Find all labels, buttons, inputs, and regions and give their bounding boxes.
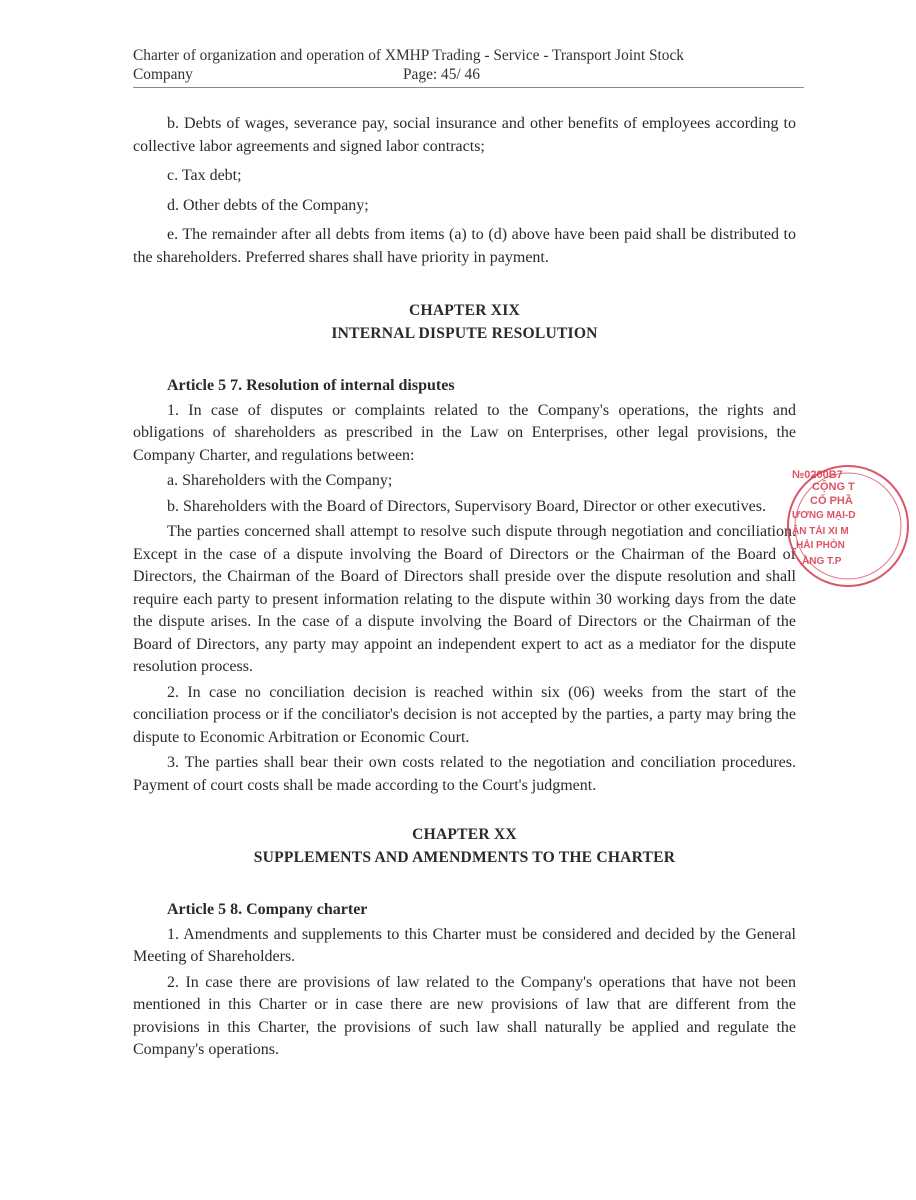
article-58-para-2: 2. In case there are provisions of law related to the Company's operations that have not been mentioned in this Charter or in case there are new provisions of law that are different from the provisions in this Charter, the provisions of such law shall naturally be applied and regulate the Company's operations.: [133, 973, 796, 1058]
article-57-para-4: 3. The parties shall bear their own costs related to the negotiation and conciliation procedures. Payment of court costs shall be made according to the Court's judgment.: [133, 754, 796, 794]
document-body: [133, 113, 796, 1065]
stamp-lettering: ẬN TẢI XI M: [792, 526, 849, 537]
stamp-lettering: HẢI PHÒN: [796, 540, 845, 551]
chapter-19-title: INTERNAL DISPUTE RESOLUTION: [331, 324, 598, 342]
company-seal-stamp: [786, 456, 916, 596]
article-57-title: Article 5 7. Resolution of internal disputes: [167, 377, 455, 394]
paragraph-other-debts: d. Other debts of the Company;: [167, 196, 369, 214]
chapter-20-number: CHAPTER XX: [412, 826, 517, 843]
paragraph-debts-wages: b. Debts of wages, severance pay, social insurance and other benefits of employees according to collective labor agreements and signed labor contracts;: [133, 115, 796, 155]
article-57-para-2: The parties concerned shall attempt to resolve such dispute through negotiation and conciliation. Except in the case of a dispute involving the Board of Directors or the Chairman of the Board of Directors, the Chairman of the Board of Directors shall preside over the dispute resolution and shall require each party to present information relating to the dispute within 30 working days from the date the dispute arises. In the case of a dispute involving the Board of Directors or the Chairman of the Board of Directors, any party may appoint an independent expert to act as a mediator for the dispute resolution process.: [133, 523, 796, 675]
article-58-para-1: 1. Amendments and supplements to this Charter must be considered and decided by the General Meeting of Shareholders.: [133, 925, 796, 965]
header-title-line: Charter of organization and operation of XMHP Trading - Service - Transport Joint Stock: [133, 47, 685, 64]
paragraph-remainder: e. The remainder after all debts from items (a) to (d) above have been paid shall be distributed to the shareholders. Preferred shares shall have priority in payment.: [133, 226, 796, 266]
chapter-20-title: SUPPLEMENTS AND AMENDMENTS TO THE CHARTER: [253, 848, 676, 866]
article-57-item-b: b. Shareholders with the Board of Directors, Supervisory Board, Director or other executives.: [167, 497, 766, 515]
stamp-lettering: №0200B7: [792, 469, 843, 481]
stamp-lettering: CỔ PHẦ: [810, 495, 853, 507]
paragraph-tax-debt: c. Tax debt;: [167, 167, 242, 184]
stamp-lettering: CỘNG T: [812, 481, 855, 493]
article-57-item-a: a. Shareholders with the Company;: [167, 472, 393, 489]
article-57-para-1: 1. In case of disputes or complaints related to the Company's operations, the rights and obligations of shareholders as prescribed in the Law on Enterprises, other legal provisions, the Company Charter, and regulations between:: [133, 401, 796, 464]
stamp-lettering: ƯƠNG MẠI-D: [792, 510, 856, 521]
page-number: Page: 45/ 46: [403, 66, 480, 83]
article-58-title: Article 5 8. Company charter: [167, 901, 368, 918]
page-header: [133, 46, 800, 84]
stamp-lettering: ẰNG T.P: [802, 556, 842, 567]
header-divider: [133, 87, 804, 88]
header-title-continuation: Company: [133, 66, 193, 83]
article-57-para-3: 2. In case no conciliation decision is reached within six (06) weeks from the start of the conciliation process or if the conciliator's decision is not accepted by the parties, a party may bring the dispute to Economic Arbitration or Economic Court.: [133, 683, 796, 746]
chapter-19-number: CHAPTER XIX: [409, 302, 520, 319]
